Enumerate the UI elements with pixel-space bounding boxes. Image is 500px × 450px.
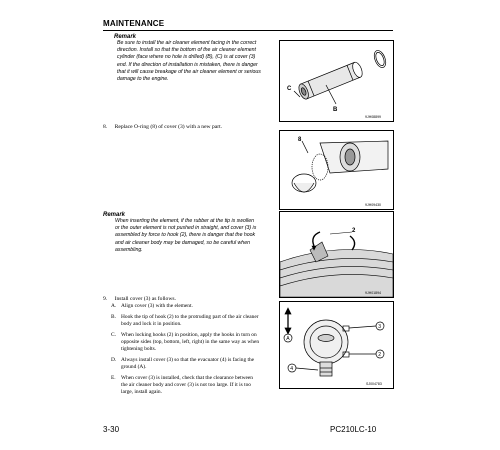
hook-drawing xyxy=(280,212,393,297)
remark-line: assembled by force to hook (2), there is danger that the hook xyxy=(115,232,256,239)
remark-block-1 xyxy=(114,34,284,83)
remark-line: end. If the direction of installation is mistaken, there is danger xyxy=(117,61,258,68)
figure-code: 9JH08899 xyxy=(365,115,381,119)
remark-line: and air cleaner body may be damaged, so be careful when xyxy=(115,239,250,246)
figure-code: 9JH01894 xyxy=(365,291,381,295)
figure-code: 9JH09430 xyxy=(365,203,381,207)
remark-body xyxy=(103,218,281,254)
remark-line: damage to the engine. xyxy=(117,76,169,83)
remark-line: When inserting the element, if the rubber at the tip is swollen xyxy=(115,218,254,224)
cover-install-drawing xyxy=(280,302,393,388)
substep-e: E. When cover (3) is installed, check that the clearance between the air cleaner body and cover (3) is not too large. If it is too large, install again. xyxy=(111,375,254,395)
remark-line: direction. Install so that the bottom of the air cleaner element xyxy=(117,47,256,54)
figure-cover-install xyxy=(279,301,394,389)
label-2: 2 xyxy=(352,228,356,234)
remark-line: cylinder (face where no hole is drilled) (B), (C) is at cover (3) xyxy=(117,54,256,61)
remark-line: or the outer element is not pushed in straight, and cover (3) is xyxy=(115,225,257,232)
substep-a: A. Align cover (3) with the element. xyxy=(111,303,193,309)
header-rule xyxy=(103,30,393,31)
page-number: 3-30 xyxy=(103,425,120,434)
remark-line: that it will cause breakage of the air cleaner element or serious xyxy=(117,68,261,75)
callout-a: A xyxy=(286,336,290,342)
step-text: Replace O-ring (8) of cover (3) with a new part. xyxy=(114,124,223,130)
step-8 xyxy=(103,124,222,131)
remark-body xyxy=(114,40,284,83)
remark-block-2 xyxy=(103,212,281,254)
callout-3: 3 xyxy=(378,324,381,330)
step-text: Install cover (3) as follows. xyxy=(114,296,176,302)
substep-d: D. Always install cover (3) so that the evacuator (4) is facing the ground (A). xyxy=(111,357,255,370)
label-b: B xyxy=(333,107,338,113)
callout-4: 4 xyxy=(290,366,293,372)
substep-b: B. Hook the tip of hook (2) to the protruding part of the air cleaner body and lock it in position. xyxy=(111,314,259,327)
o-ring-drawing xyxy=(280,131,393,209)
figure-element-orientation xyxy=(279,40,394,122)
model-number: PC210LC-10 xyxy=(330,425,377,434)
section-header: MAINTENANCE xyxy=(103,19,165,28)
callout-2: 2 xyxy=(378,352,381,358)
label-c: C xyxy=(287,86,292,92)
substep-c: C. When locking hooks (2) in position, apply the hooks in turn on opposite sides (top, bottom, left, right) in the same way as when tightening bolts. xyxy=(111,332,260,352)
figure-code: SJ004783 xyxy=(366,382,382,386)
label-8: 8 xyxy=(298,137,302,143)
remark-title: Remark xyxy=(114,34,137,40)
remark-line: Be sure to install the air cleaner element facing in the correct xyxy=(117,40,257,46)
figure-hook xyxy=(279,211,394,298)
remark-title: Remark xyxy=(103,212,126,218)
element-orientation-drawing xyxy=(280,41,393,121)
figure-o-ring xyxy=(279,130,394,210)
step-9 xyxy=(103,296,275,396)
remark-line: assembling. xyxy=(115,246,143,253)
step-number: 9. xyxy=(103,296,108,302)
step-number: 8. xyxy=(103,124,108,130)
